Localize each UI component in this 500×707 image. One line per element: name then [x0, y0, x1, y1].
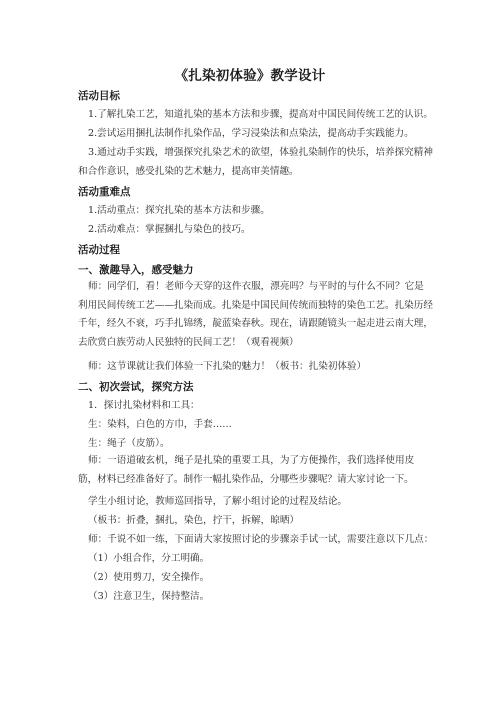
goal-item-2: 2.尝试运用捆扎法制作扎染作品，学习浸染法和点染法，提高动手实践能力。 [88, 128, 414, 139]
key-point-1: 1.活动重点：探究扎染的基本方法和步骤。 [88, 205, 270, 216]
part1-heading: 一、激趣导入，感受魅力 [78, 264, 194, 276]
part2-line-3: 生：绳子（皮筋）。 [88, 438, 170, 449]
part2-more-6: （3）注意卫生，保持整洁。 [88, 591, 210, 602]
section-heading-goals: 活动目标 [78, 90, 120, 102]
part2-more-2: （板书：折叠，捆扎，染色，拧干，拆解，晾晒） [88, 515, 300, 526]
part2-paragraph: 师：一语道破玄机，绳子是扎染的重要工具，为了方便操作，我们选择使用皮筋，材料已经准备好了。制作一幅扎染作品，分哪些步骤呢？请大家讨论一下。 [78, 455, 415, 485]
part2-line-2: 生：染料，白色的方巾，手套…… [88, 419, 232, 430]
part2-more-4: （1）小组合作，分工明确。 [88, 553, 210, 564]
part2-more-5: （2）使用剪刀，安全操作。 [88, 572, 210, 583]
part2-heading: 二、初次尝试，探究方法 [78, 381, 194, 393]
key-point-2: 2.活动难点：掌握捆扎与染色的技巧。 [88, 224, 251, 235]
section-heading-key-points: 活动重难点 [78, 186, 131, 198]
goal-item-3: 3.通过动手实践，增强探究扎染艺术的欲望，体验扎染制作的快乐，培养探究精神 [88, 147, 433, 158]
part2-more-3: 师：千说不如一练，下面请大家按照讨论的步骤亲手试一试，需要注意以下几点： [88, 534, 434, 545]
goal-item-1: 1.了解扎染工艺，知道扎染的基本方法和步骤，提高对中国民间传统工艺的认识。 [88, 109, 433, 120]
document-title: 《扎染初体验》教学设计 [174, 68, 326, 84]
part2-line-1: 1．探讨扎染材料和工具： [88, 400, 200, 411]
part1-paragraph: 师：同学们，看！老师今天穿的这件衣服，漂亮吗？与平时的与什么不同？它是利用民间传统工艺——扎染而成。扎染是中国民间传统而独特的染色工艺。扎染历经千年，经久不衰，巧手扎锦绣，靛蓝染春秋。现在，请跟随镜头一起走进云南大理，去欣赏白族劳动人民独特的民间工艺！（观看视频） [78, 281, 433, 348]
section-heading-process: 活动过程 [78, 244, 120, 256]
part2-more-1: 学生小组讨论，教师巡回指导，了解小组讨论的过程及结论。 [88, 496, 348, 507]
part1-line: 师：这节课就让我们体验一下扎染的魅力！（板书：扎染初体验） [88, 361, 367, 372]
goal-item-3-cont: 和合作意识，感受扎染的艺术魅力，提高审美情趣。 [78, 166, 299, 177]
